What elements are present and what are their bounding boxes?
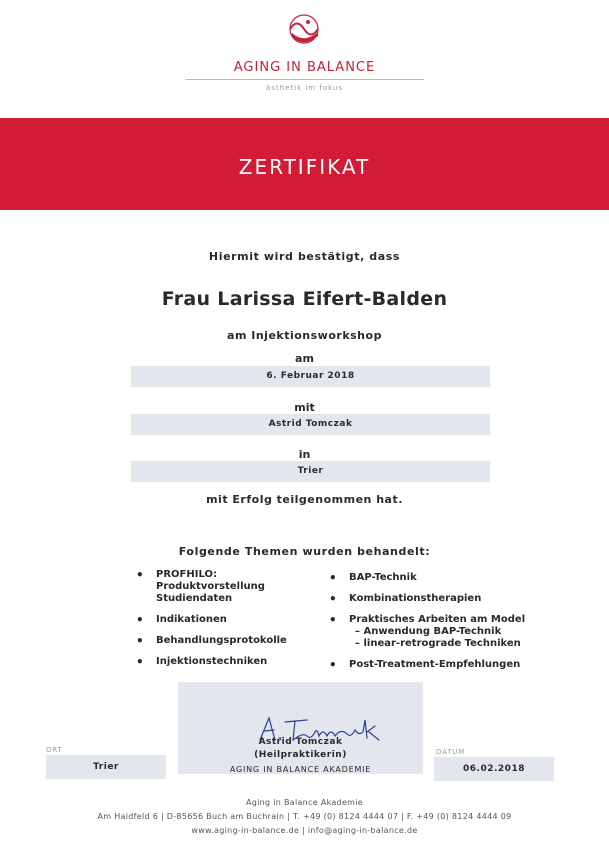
date-field: 6. Februar 2018 [131,366,490,387]
list-item [329,572,525,584]
datum-field: 06.02.2018 [434,757,554,781]
list-item [136,635,287,647]
certificate-title: ZERTIFIKAT [238,155,371,179]
recipient-name: Frau Larissa Eifert-Balden [161,288,448,310]
topic-text: Kombinationstherapien [349,593,482,604]
topic-text: Injektionstechniken [156,656,268,667]
topic-text: Indikationen [156,614,227,625]
location-label: in [298,448,311,461]
signatory-organization: AGING IN BALANCE AKADEMIE [229,765,372,774]
topics-left-list [136,569,287,668]
topic-text: Post-Treatment-Empfehlungen [349,659,521,670]
intro-text: Hiermit wird bestätigt, dass [208,250,401,263]
footer-contact: www.aging-in-balance.de | info@aging-in-balance.de [191,826,418,835]
topic-text: Praktisches Arbeiten am Model [349,614,526,625]
topic-text: PROFHILO: [156,569,217,580]
event-line: am Injektionsworkshop [227,329,382,342]
topic-text: – linear-retrograde Techniken [355,638,521,649]
list-item [136,614,287,626]
topic-text: Behandlungsprotokolle [156,635,287,646]
footer-address: Am Haidfeld 6 | D-85656 Buch am Buchrain | T. +49 (0) 8124 4444 07 | F. +49 (0) 8124 4444 09 [97,812,512,821]
list-item [329,593,525,605]
datum-caption: DATUM [436,748,465,756]
closing-text: mit Erfolg teilgenommen hat. [206,493,403,506]
topic-text: BAP-Technik [349,572,417,583]
topics-heading: Folgende Themen wurden behandelt: [178,545,431,558]
date-label: am [295,352,314,365]
footer-company: Aging in Balance Akademie [245,798,364,807]
with-label: mit [294,401,315,414]
brand-name: AGING IN BALANCE [233,60,376,75]
topic-text: – Anwendung BAP-Technik [355,626,502,637]
topic-text: Studiendaten [156,593,233,604]
list-item [136,656,287,668]
signatory-name: Astrid Tomczak [258,737,343,747]
brand-divider [186,79,424,80]
location-field: Trier [131,461,490,482]
list-item [136,569,287,605]
list-item [329,659,525,671]
topics-right-list [329,572,525,671]
ort-caption: ORT [46,746,63,754]
balance-swirl-logo-icon [278,10,330,48]
signatory-role: (Heilpraktikerin) [254,750,347,760]
topic-text: Produktvorstellung [156,581,265,592]
brand-tagline: ästhetik im fokus [265,84,344,92]
ort-field: Trier [46,755,166,779]
trainer-field: Astrid Tomczak [131,414,490,435]
list-item [329,614,525,650]
